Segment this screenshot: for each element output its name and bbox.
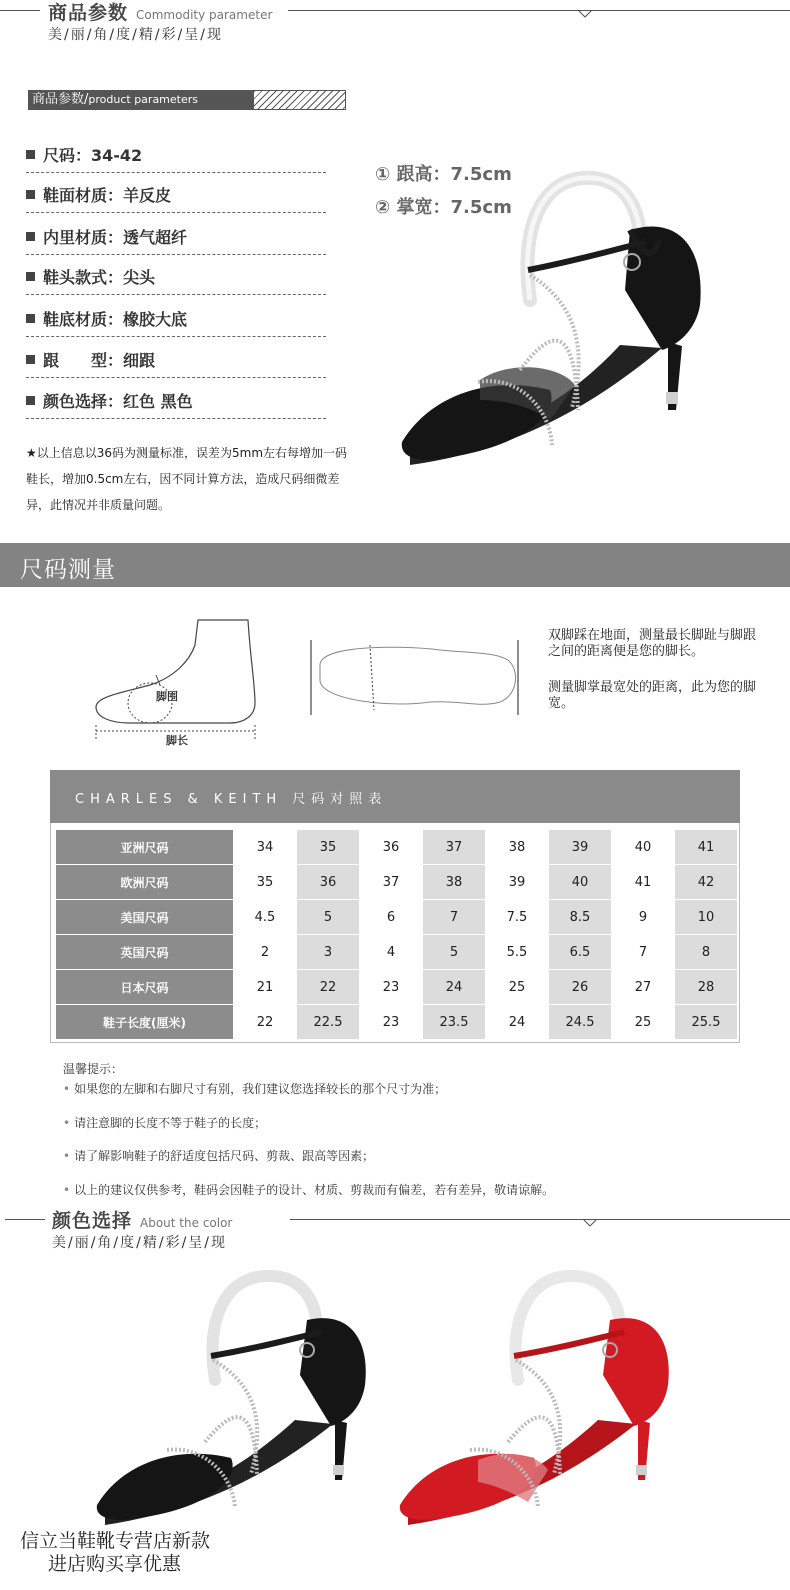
row-header: 欧洲尺码 xyxy=(56,865,233,899)
param-row xyxy=(26,143,326,173)
param-row xyxy=(26,348,326,378)
tips-title: 温馨提示： xyxy=(63,1062,124,1076)
commodity-title-text: 商品参数 xyxy=(48,2,129,24)
param-row xyxy=(26,183,326,213)
table-cell: 9 xyxy=(612,900,674,934)
table-cell: 24.5 xyxy=(549,1005,611,1039)
commodity-subtitle: Commodity parameter xyxy=(136,8,273,22)
color-rule-left xyxy=(5,1219,45,1220)
table-cell: 8.5 xyxy=(549,900,611,934)
table-cell: 38 xyxy=(423,865,485,899)
palm-width-label: ② 掌宽：7.5cm xyxy=(375,197,512,218)
table-cell: 41 xyxy=(675,830,737,864)
param-row xyxy=(26,389,326,419)
table-cell: 4.5 xyxy=(234,900,296,934)
bullet-dot-icon: • xyxy=(63,1149,71,1163)
size-measure-title: 尺码测量 xyxy=(20,557,116,583)
tip-item xyxy=(63,1147,374,1164)
size-table-title: CHARLES & KEITH 尺码对照表 xyxy=(75,792,388,807)
param-value: 橡胶大底 xyxy=(123,310,188,329)
table-cell: 28 xyxy=(675,970,737,1004)
bar-label-en: product parameters xyxy=(88,93,198,106)
bullet-square-icon xyxy=(26,232,35,241)
table-cell: 25.5 xyxy=(675,1005,737,1039)
tip-item xyxy=(63,1181,554,1198)
color-title-text: 颜色选择 xyxy=(52,1210,133,1232)
tip-text: 以上的建议仅供参考，鞋码会因鞋子的设计、材质、剪裁而有偏差，若有差异，敬请谅解。 xyxy=(74,1183,555,1197)
table-cell: 10 xyxy=(675,900,737,934)
param-label: 鞋底材质： xyxy=(43,310,124,329)
table-cell: 5 xyxy=(297,900,359,934)
param-label: 尺码： xyxy=(43,146,92,165)
table-cell: 24 xyxy=(486,1005,548,1039)
table-cell: 2 xyxy=(234,935,296,969)
bullet-square-icon xyxy=(26,272,35,281)
bullet-square-icon xyxy=(26,396,35,405)
store-promo-line1: 信立当鞋靴专营店新款 xyxy=(20,1530,211,1552)
product-parameters-label xyxy=(29,91,254,109)
red-color-shoe-image xyxy=(398,1270,688,1530)
hatch-pattern xyxy=(254,91,345,109)
table-cell: 5.5 xyxy=(486,935,548,969)
foot-side-diagram xyxy=(90,615,270,745)
param-row xyxy=(26,265,326,295)
table-cell: 26 xyxy=(549,970,611,1004)
param-row xyxy=(26,225,326,255)
commodity-title xyxy=(48,0,272,25)
instruction-length: 双脚踩在地面，测量最长脚趾与脚跟之间的距离便是您的脚长。 xyxy=(548,628,757,659)
param-value: 细跟 xyxy=(123,351,156,370)
table-cell: 22.5 xyxy=(297,1005,359,1039)
table-cell: 42 xyxy=(675,865,737,899)
param-value: 透气超纤 xyxy=(123,228,188,247)
table-cell: 4 xyxy=(360,935,422,969)
size-table xyxy=(56,830,737,1039)
size-measure-banner xyxy=(0,543,790,587)
bullet-dot-icon: • xyxy=(63,1082,71,1096)
table-cell: 23 xyxy=(360,1005,422,1039)
table-cell: 36 xyxy=(360,830,422,864)
row-header: 亚洲尺码 xyxy=(56,830,233,864)
color-tagline: 美/丽/角/度/精/彩/呈/现 xyxy=(52,1235,228,1251)
table-cell: 35 xyxy=(297,830,359,864)
color-rule-right xyxy=(290,1219,790,1220)
black-shoe-image xyxy=(400,170,720,470)
param-row xyxy=(26,307,326,337)
table-cell: 8 xyxy=(675,935,737,969)
color-subtitle: About the color xyxy=(140,1216,233,1230)
store-promo-line2: 进店购买享优惠 xyxy=(48,1553,182,1575)
table-cell: 40 xyxy=(612,830,674,864)
table-cell: 25 xyxy=(612,1005,674,1039)
tip-item xyxy=(63,1114,266,1131)
commodity-tagline: 美/丽/角/度/精/彩/呈/现 xyxy=(48,27,224,43)
foot-girth-label: 脚围 xyxy=(156,690,178,703)
bullet-square-icon xyxy=(26,355,35,364)
table-cell: 3 xyxy=(297,935,359,969)
table-cell: 25 xyxy=(486,970,548,1004)
row-header: 英国尺码 xyxy=(56,935,233,969)
table-cell: 7.5 xyxy=(486,900,548,934)
param-value: 尖头 xyxy=(123,268,156,287)
header-rule-left xyxy=(0,10,40,11)
heel-height-label: ① 跟高：7.5cm xyxy=(375,164,512,185)
tip-text: 如果您的左脚和右脚尺寸有别，我们建议您选择较长的那个尺寸为准； xyxy=(74,1082,447,1096)
table-cell: 39 xyxy=(486,865,548,899)
table-cell: 22 xyxy=(234,1005,296,1039)
color-title xyxy=(52,1206,232,1233)
black-color-shoe-image xyxy=(95,1270,385,1530)
notch-icon xyxy=(583,1219,597,1227)
tip-text: 请注意脚的长度不等于鞋子的长度； xyxy=(74,1116,267,1130)
table-cell: 37 xyxy=(360,865,422,899)
table-cell: 36 xyxy=(297,865,359,899)
param-label: 鞋头款式： xyxy=(43,268,124,287)
row-header: 日本尺码 xyxy=(56,970,233,1004)
param-label: 跟 型： xyxy=(43,351,124,370)
param-label: 颜色选择： xyxy=(43,392,124,411)
foot-length-label: 脚长 xyxy=(166,734,188,747)
table-cell: 41 xyxy=(612,865,674,899)
bar-label-cn: 商品参数/ xyxy=(32,92,89,107)
bullet-square-icon xyxy=(26,314,35,323)
table-cell: 24 xyxy=(423,970,485,1004)
table-cell: 7 xyxy=(423,900,485,934)
table-cell: 6.5 xyxy=(549,935,611,969)
table-cell: 39 xyxy=(549,830,611,864)
row-header: 美国尺码 xyxy=(56,900,233,934)
table-cell: 27 xyxy=(612,970,674,1004)
bullet-square-icon xyxy=(26,150,35,159)
foot-top-diagram xyxy=(310,640,525,730)
bullet-dot-icon: • xyxy=(63,1183,71,1197)
table-cell: 23 xyxy=(360,970,422,1004)
param-value: 红色 黑色 xyxy=(123,392,193,411)
notch-icon xyxy=(578,10,592,18)
bullet-dot-icon: • xyxy=(63,1116,71,1130)
measurement-note: ★以上信息以36码为测量标准，误差为5mm左右每增加一码鞋长，增加0.5cm左右，因不同计算方法，造成尺码细微差异，此情况并非质量问题。 xyxy=(26,446,348,512)
row-header: 鞋子长度(厘米) xyxy=(56,1005,233,1039)
header-rule-right xyxy=(288,10,790,11)
table-cell: 37 xyxy=(423,830,485,864)
table-cell: 38 xyxy=(486,830,548,864)
table-cell: 23.5 xyxy=(423,1005,485,1039)
table-cell: 6 xyxy=(360,900,422,934)
table-cell: 40 xyxy=(549,865,611,899)
table-cell: 35 xyxy=(234,865,296,899)
instruction-width: 测量脚掌最宽处的距离，此为您的脚宽。 xyxy=(548,680,757,711)
bullet-square-icon xyxy=(26,190,35,199)
param-label: 鞋面材质： xyxy=(43,186,124,205)
product-parameters-bar xyxy=(28,90,346,110)
table-cell: 34 xyxy=(234,830,296,864)
table-cell: 21 xyxy=(234,970,296,1004)
table-cell: 22 xyxy=(297,970,359,1004)
table-cell: 7 xyxy=(612,935,674,969)
tip-item xyxy=(63,1080,446,1097)
param-label: 内里材质： xyxy=(43,228,124,247)
param-value: 羊反皮 xyxy=(123,186,172,205)
size-table-header xyxy=(50,770,740,823)
param-value: 34-42 xyxy=(91,146,143,165)
tip-text: 请了解影响鞋子的舒适度包括尺码、剪裁、跟高等因素； xyxy=(74,1149,375,1163)
table-cell: 5 xyxy=(423,935,485,969)
